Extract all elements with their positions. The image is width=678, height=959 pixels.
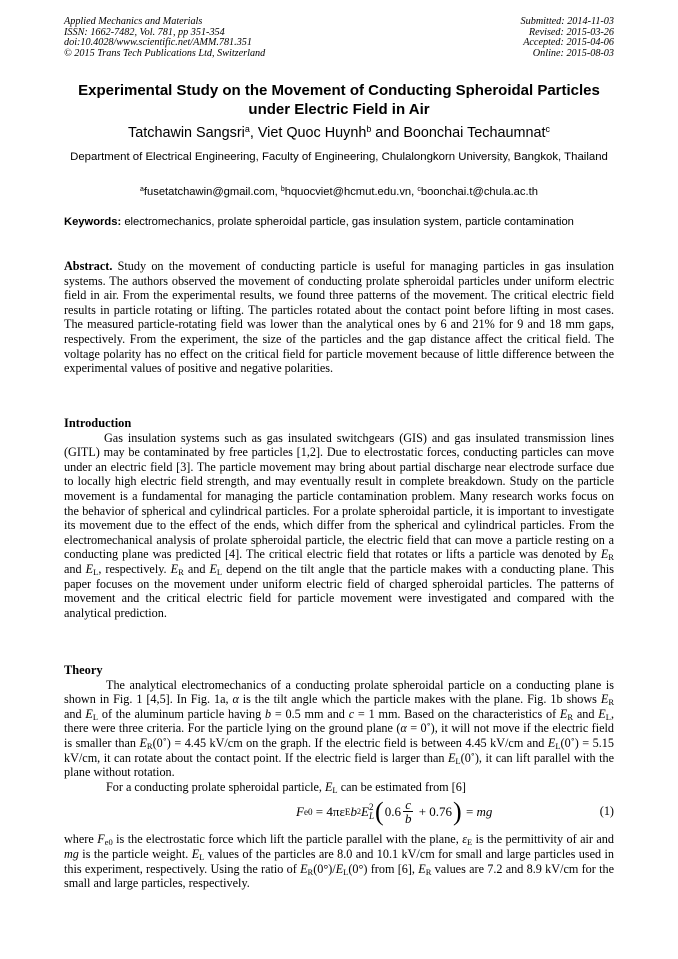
symbol-E: E [170, 561, 179, 576]
introduction-section [64, 416, 614, 620]
text-run: (0˚), it can lift parallel with the plane without rotation. [64, 750, 614, 780]
symbol-E: E [547, 735, 556, 750]
symbol-E: E [324, 779, 333, 794]
symbol-alpha: α [232, 692, 239, 707]
subscript: L [199, 852, 205, 863]
author-list [64, 124, 614, 142]
text-run: , respectively. [98, 561, 171, 576]
author-name: Tatchawin Sangsri [128, 125, 245, 141]
text-run: is the permittivity of air and [472, 832, 614, 847]
symbol-c: c [348, 706, 355, 721]
introduction-paragraph [64, 431, 614, 621]
email-separator: , [274, 186, 281, 198]
submitted-date: Submitted: 2014-11-03 [520, 16, 614, 27]
author-name: Viet Quoc Huynh [257, 125, 367, 141]
subscript: R [178, 567, 184, 578]
eq-coef: 0.6 [384, 803, 401, 819]
author-superscript: a [244, 124, 250, 135]
text-run: (0°)/ [313, 861, 336, 876]
subscript: E [467, 837, 473, 848]
symbol-E: E [300, 861, 308, 876]
email-superscript: a [140, 186, 144, 194]
revised-date: Revised: 2015-03-26 [528, 26, 614, 38]
subscript: L [332, 784, 338, 795]
equation-1 [64, 794, 614, 834]
text-run: of the aluminum particle having [98, 706, 265, 721]
symbol-b: b [264, 706, 272, 721]
text-run: where [64, 832, 98, 847]
email-superscript: b [280, 186, 285, 194]
paper-title: Experimental Study on the Movement of Conducting Spheroidal Particles under Electric Field in Air [78, 82, 600, 118]
symbol-E: E [191, 846, 200, 861]
subscript: R [307, 866, 314, 877]
abstract-text: Study on the movement of conducting particle is useful for managing particles in gas insulation systems. The authors observed the movement of conducting prolate spheroidal particles under uniform electric field in air. From the experimental results, we found three patterns of the movement. The critical electric field results in particle rotating or lifting. The particles rotated about the contact point before lifting in most cases. The measured particle-rotating field was lower than the analytical ones by 6 and 21% for 9 and 18 mm gaps, respectively. From the experiment, the size of the particles and the gap distance affect the critical field. The voltage polarity has no effect on the critical field for particle movement because of little difference between the experimental values of positive and negative polarities. [64, 259, 614, 376]
equation-body: F e0 = 4πε E b 2 E 2 L ( 0.6 $\frac{c}{b}$ + 0.76 ) = mg [296, 796, 493, 827]
eq-mg: mg [476, 803, 493, 819]
symbol-E: E [85, 561, 94, 576]
eq-term: + 0.76 [415, 803, 453, 819]
theory-paragraph [64, 678, 614, 780]
subscript: R [146, 741, 153, 752]
text-run: and [183, 561, 210, 576]
eq-b: b [350, 803, 357, 819]
text-run: (0˚) = 4.45 kV/cm on the graph. If the electric field is between 4.45 kV/cm and [152, 735, 548, 750]
theory-heading: Theory [64, 663, 103, 677]
doi-line: doi:10.4028/www.scientific.net/AMM.781.351 [64, 37, 252, 49]
symbol-F: F [97, 832, 105, 847]
symbol-E: E [209, 561, 217, 576]
subscript: L [216, 567, 223, 578]
text-run: and [64, 706, 86, 721]
text-run: can be estimated from [6] [337, 779, 466, 794]
introduction-heading: Introduction [64, 416, 132, 430]
author-name: Boonchai Techaumnat [403, 125, 546, 141]
eq-superscript: 2 [368, 801, 374, 812]
theory-paragraph [64, 780, 614, 795]
email-list [64, 185, 614, 199]
text-run: Gas insulation systems such as gas insulated switchgears (GIS) and gas insulated transmission lines (GITL) may be contaminated by free particles [1,2]. Due to electrostatic forces, conducting particles can move under an electric field [3]. The particle movement may bring about partial discharge near electrode surface due to locally high electric field strength, and may eventually result in complete breakdown. Study on the particle movement is a fundamental for managing the particle contamination problem. Many research works focus on the behavior of spherical and cylindrical particles. For a prolate spheroidal particle, it is important to investigate its movement due to the effect of the ends, which differ from the spherical and cylindrical particles. From the electromechanical analysis of prolate spheroidal particle, the electric field that can move a particle resting on a conducting plane was predicted [4]. The critical electric field that rotates or lifts a particle was denoted by [64, 430, 614, 562]
symbol-E: E [335, 861, 344, 876]
author-superscript: b [366, 124, 372, 135]
abstract [64, 259, 614, 376]
eq-numerator: c [405, 797, 412, 813]
text-run: and [64, 561, 86, 576]
symbol-E: E [447, 750, 456, 765]
text-run: is the tilt angle which the particle makes with the plane. Fig. 1b shows [238, 692, 601, 707]
subscript: L [93, 567, 99, 578]
text-run: , there were three criteria. For the particle lying on the ground plane ( [64, 706, 614, 736]
text-run: and [573, 706, 599, 721]
text-run: depend on the tilt angle that the particle makes with a conducting plane. This paper focuses on the movement under uniform electric field of charged spheroidal particles. The patterns of movement and the critical electric field for particle movement were investigated and compared with the analytical prediction. [64, 561, 614, 620]
eq-term: = [462, 803, 477, 819]
text-run: (0°) from [6], [348, 861, 419, 876]
theory-section [64, 663, 614, 891]
issn-line: ISSN: 1662-7482, Vol. 781, pp 351-354 [64, 26, 225, 38]
subscript: L [343, 866, 349, 877]
symbol-E: E [559, 706, 568, 721]
eq-close-paren: ) [453, 796, 462, 826]
symbol-E: E [139, 735, 147, 750]
subscript: L [555, 741, 561, 752]
symbol-E: E [600, 547, 609, 562]
abstract-label: Abstract. [64, 259, 113, 273]
symbol-epsilon: ε [462, 832, 468, 847]
eq-E: E [361, 803, 369, 819]
symbol-E: E [598, 706, 606, 721]
eq-term: = 4πε [312, 803, 345, 819]
email-separator: , [411, 186, 418, 198]
eq-fraction [403, 798, 414, 825]
online-date: Online: 2015-08-03 [532, 47, 614, 59]
email-link[interactable]: fusetatchawin@gmail.com [143, 186, 275, 198]
keywords-text: electromechanics, prolate spheroidal particle, gas insulation system, particle contamination [124, 216, 574, 228]
text-run: (0˚) = 5.15 kV/cm, it can rotate about the contact point. If the electric field is larger than [64, 735, 614, 765]
text-run: = 0˚), it will not move if the electric field is smaller than [64, 721, 614, 750]
keywords-label: Keywords: [64, 216, 122, 228]
journal-header-right [521, 17, 614, 59]
text-run: values are 7.2 and 8.9 kV/cm for the small and large particles, respectively. [64, 861, 614, 891]
affiliation: Department of Electrical Engineering, Faculty of Engineering, Chulalongkorn University, Bangkok, Thailand [70, 151, 608, 163]
eq-open-paren: ( [375, 796, 384, 826]
symbol-mg: mg [64, 846, 79, 861]
symbol-E: E [600, 692, 609, 707]
eq-F: F [296, 803, 304, 819]
text-run: = 1 mm. Based on the characteristics of [354, 706, 560, 721]
subscript: L [605, 711, 611, 722]
symbol-E: E [85, 706, 93, 721]
email-link[interactable]: boonchai.t@chula.ac.th [420, 186, 538, 198]
eq-denominator: b [404, 811, 412, 827]
text-run: values of the particles are 8.0 and 10.1 kV/cm for small and large particles used in this experiment, respectively. Using the ratio of [64, 846, 614, 876]
subscript: L [92, 711, 99, 722]
symbol-alpha: α [400, 721, 407, 736]
text-run: The analytical electromechanics of a conducting prolate spheroidal particle on a conducting plane is shown in Fig. 1 [4,5]. In Fig. 1a, [64, 677, 614, 707]
copyright-line: © 2015 Trans Tech Publications Ltd, Switzerland [64, 47, 266, 59]
author-separator: and [371, 125, 404, 141]
equation-number: (1) [599, 804, 614, 819]
subscript: e0 [104, 837, 113, 848]
subscript: R [608, 552, 614, 563]
symbol-E: E [418, 861, 426, 876]
text-run: = 0.5 mm and [271, 706, 349, 721]
subscript: R [608, 697, 615, 708]
journal-name: Applied Mechanics and Materials [64, 16, 203, 27]
eq-subscript: L [368, 810, 375, 821]
text-run: is the electrostatic force which lift the particle parallel with the plane, [112, 832, 463, 847]
subscript: R [567, 711, 574, 722]
email-superscript: c [417, 186, 421, 194]
author-separator: , [249, 125, 258, 141]
text-run: For a conducting prolate spheroidal particle, [106, 779, 325, 794]
theory-paragraph [64, 832, 614, 890]
text-run: is the particle weight. [78, 846, 192, 861]
subscript: R [425, 866, 432, 877]
accepted-date: Accepted: 2015-04-06 [523, 37, 614, 49]
journal-header-left [64, 17, 265, 59]
subscript: L [455, 755, 461, 766]
keywords [64, 215, 614, 230]
email-link[interactable]: hquocviet@hcmut.edu.vn [284, 186, 412, 198]
author-superscript: c [545, 124, 550, 135]
